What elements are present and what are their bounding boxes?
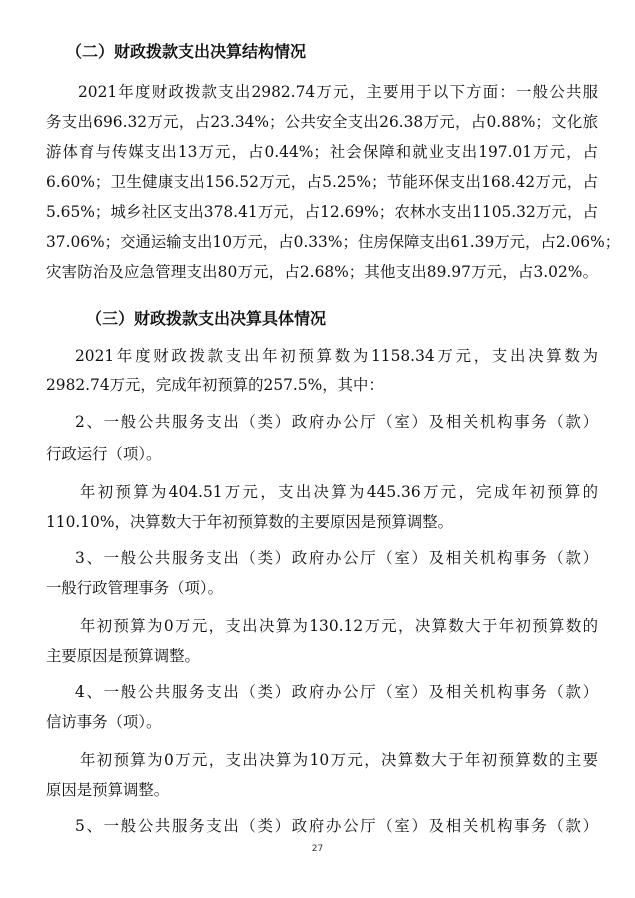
item-title-line: 行政运行（项）。 [46,445,162,463]
item-title-line: 3、一般公共服务支出（类）政府办公厅（室）及相关机构事务（款） [75,549,598,567]
intro-line: 2021年度财政拨款支出年初预算数为1158.34万元，支出决算数为 [75,347,598,365]
item-body-line: 110.10%，决算数大于年初预算数的主要原因是预算调整。 [46,513,454,531]
structure-line: 务支出696.32万元，占23.34%；公共安全支出26.38万元，占0.88%；文化旅 [46,113,598,131]
structure-line: 2021年度财政拨款支出2982.74万元，主要用于以下方面：一般公共服 [78,83,598,101]
intro-line: 2982.74万元，完成年初预算的257.5%，其中： [46,376,384,394]
item-title-line: 5、一般公共服务支出（类）政府办公厅（室）及相关机构事务（款） [75,817,598,835]
item-body-line: 年初预算为0万元，支出决算为10万元，决算数大于年初预算数的主要 [80,751,598,769]
item-body-line: 年初预算为404.51万元，支出决算为445.36万元，完成年初预算的 [80,483,598,501]
page-number: 27 [311,844,324,854]
structure-line: 6.60%；卫生健康支出156.52万元，占5.25%；节能环保支出168.42万元，占 [46,173,598,191]
section-heading-structure: （二）财政拨款支出决算结构情况 [66,42,307,61]
section-heading-detail: （三）财政拨款支出决算具体情况 [86,309,327,328]
item-title-line: 一般行政管理事务（项）。 [46,579,223,597]
structure-line: 5.65%；城乡社区支出378.41万元，占12.69%；农林水支出1105.32万元，占 [46,203,598,221]
structure-line: 游体育与传媒支出13万元，占0.44%；社会保障和就业支出197.01万元，占 [46,143,598,161]
structure-line: 灾害防治及应急管理支出80万元，占2.68%；其他支出89.97万元，占3.02%。 [46,263,598,281]
structure-line: 37.06%；交通运输支出10万元，占0.33%；住房保障支出61.39万元，占2.06%； [46,233,621,251]
item-title-line: 4、一般公共服务支出（类）政府办公厅（室）及相关机构事务（款） [75,683,598,701]
item-body-line: 年初预算为0万元，支出决算为130.12万元，决算数大于年初预算数的 [80,617,598,635]
item-body-line: 主要原因是预算调整。 [46,647,200,665]
item-body-line: 原因是预算调整。 [46,781,170,799]
item-title-line: 2、一般公共服务支出（类）政府办公厅（室）及相关机构事务（款） [75,413,598,431]
item-title-line: 信访事务（项）。 [46,713,162,731]
